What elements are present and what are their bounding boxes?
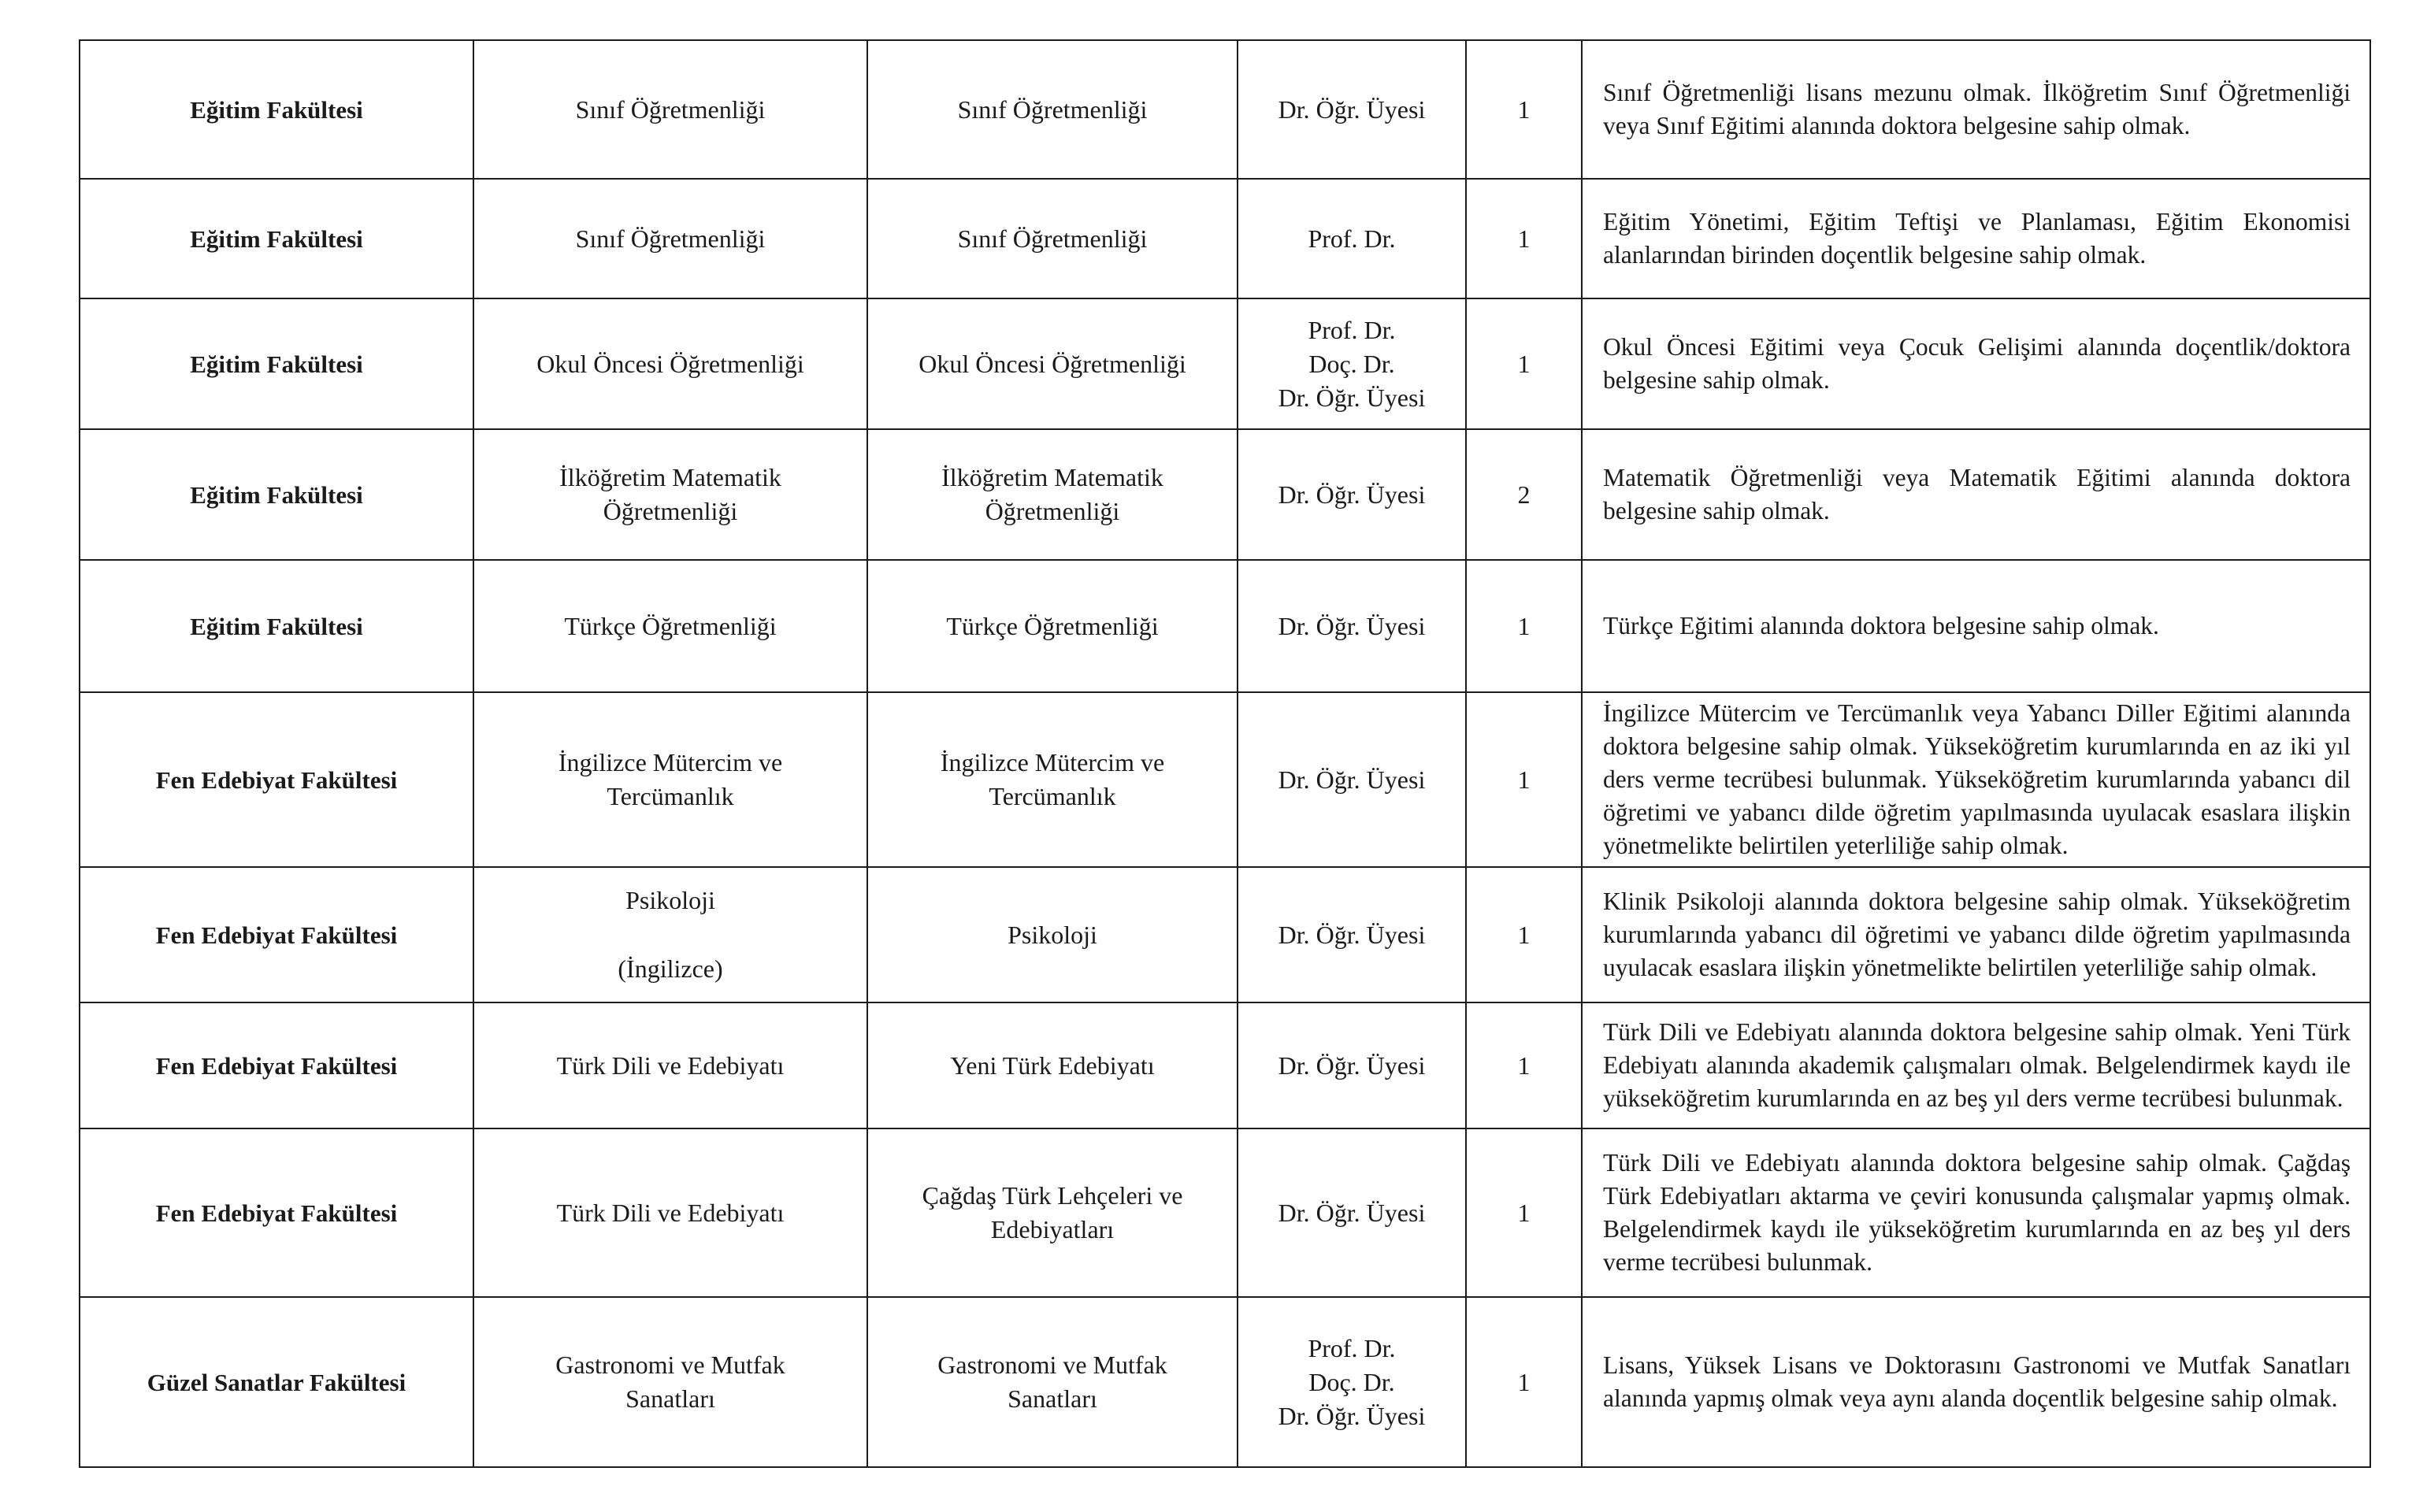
academic-title-cell xyxy=(1238,1002,1466,1128)
table-row xyxy=(80,1002,2370,1128)
position-count-cell: 2 xyxy=(1466,429,1582,560)
department-cell-line: (İngilizce) xyxy=(618,954,723,983)
field-cell xyxy=(867,1297,1238,1467)
field-cell-line: Çağdaş Türk Lehçeleri ve xyxy=(922,1181,1183,1210)
field-cell xyxy=(867,179,1238,298)
requirements-cell: Eğitim Yönetimi, Eğitim Teftişi ve Planlaması, Eğitim Ekonomisi alanlarından birinden doçentlik belgesine sahip olmak. xyxy=(1582,179,2370,298)
department-cell-line: Türk Dili ve Edebiyatı xyxy=(556,1198,785,1227)
academic-title-cell-line: Doç. Dr. xyxy=(1308,349,1395,378)
table-row xyxy=(80,692,2370,867)
field-cell xyxy=(867,560,1238,692)
faculty-cell: Eğitim Fakültesi xyxy=(80,40,473,179)
academic-title-cell xyxy=(1238,560,1466,692)
academic-title-cell-line: Dr. Öğr. Üyesi xyxy=(1278,1198,1426,1227)
field-cell-line: Sanatları xyxy=(1008,1384,1097,1413)
line-spacer xyxy=(490,917,851,952)
field-cell-line: Sınıf Öğretmenliği xyxy=(957,224,1148,253)
faculty-cell: Güzel Sanatlar Fakültesi xyxy=(80,1297,473,1467)
department-cell xyxy=(473,179,867,298)
department-cell xyxy=(473,1297,867,1467)
table-row xyxy=(80,298,2370,429)
department-cell xyxy=(473,429,867,560)
academic-title-cell-line: Doç. Dr. xyxy=(1308,1367,1395,1396)
table-row xyxy=(80,1128,2370,1297)
field-cell xyxy=(867,692,1238,867)
department-cell-line: Türkçe Öğretmenliği xyxy=(564,611,777,640)
academic-title-cell-line: Prof. Dr. xyxy=(1308,224,1396,253)
field-cell-line: Edebiyatları xyxy=(990,1215,1115,1243)
academic-title-cell-line: Dr. Öğr. Üyesi xyxy=(1278,611,1426,640)
field-cell-line: Gastronomi ve Mutfak xyxy=(937,1351,1167,1379)
field-cell-line: Psikoloji xyxy=(1008,920,1097,949)
field-cell xyxy=(867,298,1238,429)
faculty-cell: Eğitim Fakültesi xyxy=(80,179,473,298)
requirements-cell: Sınıf Öğretmenliği lisans mezunu olmak. İlköğretim Sınıf Öğretmenliği veya Sınıf Eğitimi alanında doktora belgesine sahip olmak. xyxy=(1582,40,2370,179)
requirements-cell: Lisans, Yüksek Lisans ve Doktorasını Gastronomi ve Mutfak Sanatları alanında yapmış olmak veya aynı alanda doçentlik belgesine sahip olmak. xyxy=(1582,1297,2370,1467)
faculty-cell: Fen Edebiyat Fakültesi xyxy=(80,867,473,1002)
table-row xyxy=(80,429,2370,560)
academic-title-cell xyxy=(1238,429,1466,560)
academic-title-cell-line: Dr. Öğr. Üyesi xyxy=(1278,1401,1426,1430)
table-row xyxy=(80,867,2370,1002)
position-count-cell: 1 xyxy=(1466,40,1582,179)
requirements-cell: Klinik Psikoloji alanında doktora belgesine sahip olmak. Yükseköğretim kurumlarında yabancı dil öğretimi ve yabancı dilde öğretim yapılmasında uyulacak esaslara ilişkin yönetmelikte belirtilen yeterliliğe sahip olmak. xyxy=(1582,867,2370,1002)
requirements-cell: Türk Dili ve Edebiyatı alanında doktora belgesine sahip olmak. Yeni Türk Edebiyatı alanında akademik çalışmaları olmak. Belgelendirmek kaydı ile yükseköğretim kurumlarında en az beş yıl ders verme tecrübesi bulunmak. xyxy=(1582,1002,2370,1128)
academic-title-cell-line: Dr. Öğr. Üyesi xyxy=(1278,480,1426,509)
faculty-cell: Fen Edebiyat Fakültesi xyxy=(80,692,473,867)
academic-title-cell xyxy=(1238,298,1466,429)
academic-title-cell xyxy=(1238,179,1466,298)
position-count-cell: 1 xyxy=(1466,867,1582,1002)
academic-title-cell-line: Prof. Dr. xyxy=(1308,1333,1396,1362)
position-count-cell: 1 xyxy=(1466,179,1582,298)
academic-title-cell-line: Prof. Dr. xyxy=(1308,315,1396,344)
position-count-cell: 1 xyxy=(1466,1297,1582,1467)
field-cell-line: Okul Öncesi Öğretmenliği xyxy=(918,349,1186,378)
requirements-cell: İngilizce Mütercim ve Tercümanlık veya Yabancı Diller Eğitimi alanında doktora belgesine sahip olmak. Yükseköğretim kurumlarında en az iki yıl ders verme tecrübesi bulunmak. Yükseköğretim kurumlarında yabancı dil öğretimi ve yabancı dilde öğretim yapılmasında uyulacak esaslara ilişkin yönetmelikte belirtilen yeterliliğe sahip olmak. xyxy=(1582,692,2370,867)
table-row xyxy=(80,560,2370,692)
table-row xyxy=(80,1297,2370,1467)
field-cell-line: Öğretmenliği xyxy=(985,497,1120,525)
department-cell-line: Sanatları xyxy=(625,1384,715,1413)
academic-title-cell-line: Dr. Öğr. Üyesi xyxy=(1278,383,1426,412)
requirements-cell: Matematik Öğretmenliği veya Matematik Eğitimi alanında doktora belgesine sahip olmak. xyxy=(1582,429,2370,560)
department-cell xyxy=(473,1128,867,1297)
department-cell-line: Sınıf Öğretmenliği xyxy=(575,224,766,253)
department-cell xyxy=(473,40,867,179)
department-cell-line: İlköğretim Matematik xyxy=(559,463,781,491)
academic-title-cell xyxy=(1238,1297,1466,1467)
field-cell-line: Yeni Türk Edebiyatı xyxy=(950,1051,1155,1080)
position-count-cell: 1 xyxy=(1466,692,1582,867)
department-cell-line: Gastronomi ve Mutfak xyxy=(555,1351,785,1379)
position-count-cell: 1 xyxy=(1466,1128,1582,1297)
field-cell-line: İngilizce Mütercim ve xyxy=(940,748,1165,776)
position-count-cell: 1 xyxy=(1466,560,1582,692)
department-cell xyxy=(473,560,867,692)
position-count-cell: 1 xyxy=(1466,298,1582,429)
department-cell xyxy=(473,867,867,1002)
faculty-cell: Fen Edebiyat Fakültesi xyxy=(80,1002,473,1128)
field-cell xyxy=(867,1002,1238,1128)
table-row xyxy=(80,40,2370,179)
field-cell xyxy=(867,867,1238,1002)
department-cell xyxy=(473,298,867,429)
table-row xyxy=(80,179,2370,298)
faculty-cell: Fen Edebiyat Fakültesi xyxy=(80,1128,473,1297)
staff-positions-table xyxy=(79,39,2371,1468)
department-cell-line: Psikoloji xyxy=(625,886,715,914)
department-cell-line: İngilizce Mütercim ve xyxy=(558,748,783,776)
field-cell-line: Sınıf Öğretmenliği xyxy=(957,94,1148,124)
faculty-cell: Eğitim Fakültesi xyxy=(80,429,473,560)
academic-title-cell-line: Dr. Öğr. Üyesi xyxy=(1278,1051,1426,1080)
faculty-cell: Eğitim Fakültesi xyxy=(80,298,473,429)
academic-title-cell-line: Dr. Öğr. Üyesi xyxy=(1278,94,1426,124)
department-cell-line: Türk Dili ve Edebiyatı xyxy=(556,1051,785,1080)
department-cell-line: Sınıf Öğretmenliği xyxy=(575,94,766,124)
field-cell-line: Türkçe Öğretmenliği xyxy=(946,611,1159,640)
department-cell xyxy=(473,1002,867,1128)
position-count-cell: 1 xyxy=(1466,1002,1582,1128)
academic-title-cell xyxy=(1238,40,1466,179)
department-cell-line: Tercümanlık xyxy=(607,782,734,810)
requirements-cell: Türkçe Eğitimi alanında doktora belgesine sahip olmak. xyxy=(1582,560,2370,692)
field-cell xyxy=(867,40,1238,179)
department-cell xyxy=(473,692,867,867)
academic-title-cell xyxy=(1238,867,1466,1002)
academic-title-cell xyxy=(1238,1128,1466,1297)
field-cell-line: Tercümanlık xyxy=(989,782,1116,810)
requirements-cell: Türk Dili ve Edebiyatı alanında doktora belgesine sahip olmak. Çağdaş Türk Edebiyatları aktarma ve çeviri konusunda çalışmalar yapmış olmak. Belgelendirmek kaydı ile yükseköğretim kurumlarında en az beş yıl ders verme tecrübesi bulunmak. xyxy=(1582,1128,2370,1297)
department-cell-line: Okul Öncesi Öğretmenliği xyxy=(536,349,804,378)
department-cell-line: Öğretmenliği xyxy=(603,497,738,525)
field-cell-line: İlköğretim Matematik xyxy=(941,463,1163,491)
table-body xyxy=(80,40,2370,1467)
academic-title-cell-line: Dr. Öğr. Üyesi xyxy=(1278,765,1426,794)
requirements-cell: Okul Öncesi Eğitimi veya Çocuk Gelişimi alanında doçentlik/doktora belgesine sahip olmak. xyxy=(1582,298,2370,429)
field-cell xyxy=(867,429,1238,560)
field-cell xyxy=(867,1128,1238,1297)
academic-title-cell xyxy=(1238,692,1466,867)
academic-title-cell-line: Dr. Öğr. Üyesi xyxy=(1278,920,1426,949)
faculty-cell: Eğitim Fakültesi xyxy=(80,560,473,692)
